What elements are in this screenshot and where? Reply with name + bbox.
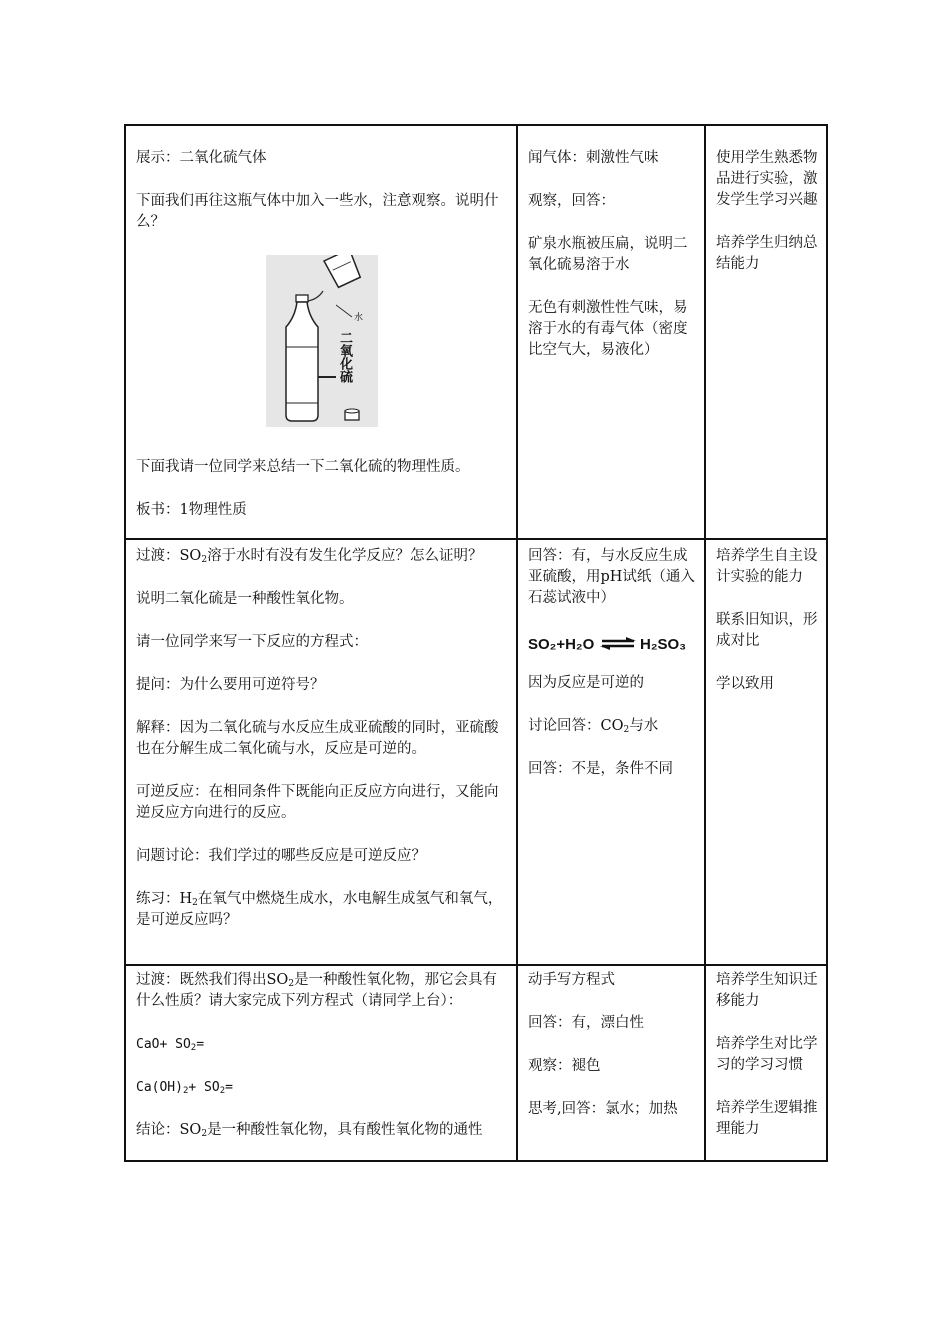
answer-text: 回答：有，与水反应生成亚硫酸，用pH试纸（通入石蕊试液中） bbox=[528, 548, 695, 606]
intent-text: 培养学生自主设计实验的能力 bbox=[716, 548, 818, 585]
intent-text: 联系旧知识，形成对比 bbox=[716, 612, 818, 649]
equation-right: H₂SO₃ bbox=[640, 636, 687, 653]
reason-text: 因为反应是可逆的 bbox=[528, 675, 644, 691]
write-equation-text: 请一位同学来写一下反应的方程式： bbox=[136, 634, 368, 650]
transition-text: 过渡：$SO_2$溶于水时有没有发生化学反应？怎么证明？ bbox=[136, 548, 483, 565]
table-row bbox=[125, 539, 827, 965]
intent-text: 培养学生逻辑推理能力 bbox=[716, 1100, 818, 1137]
equation-caoh2: $Ca(OH)_2+ SO_2=$ bbox=[136, 1080, 233, 1096]
design-intent-cell bbox=[705, 125, 827, 539]
equation-left: SO₂+H₂O bbox=[528, 636, 595, 653]
student-text: 思考,回答：氯水；加热 bbox=[528, 1101, 678, 1117]
not-same-text: 回答：不是，条件不同 bbox=[528, 761, 673, 777]
student-text: 观察：褪色 bbox=[528, 1058, 601, 1074]
definition-text: 可逆反应：在相同条件下既能向正反应方向进行，又能向逆反应方向进行的反应。 bbox=[136, 784, 499, 821]
teacher-activity-cell bbox=[125, 965, 517, 1161]
student-activity-cell bbox=[517, 125, 705, 539]
reversible-arrow-icon bbox=[600, 637, 636, 650]
explanation-text: 解释：因为二氧化硫与水反应生成亚硫酸的同时，亚硫酸也在分解生成二氧化硫与水，反应是可逆的。 bbox=[136, 720, 499, 757]
teacher-activity-cell bbox=[125, 125, 517, 539]
exercise-text: 练习：$H_2$在氧气中燃烧生成水，水电解生成氢气和氧气，是可逆反应吗？ bbox=[136, 891, 503, 928]
add-water-text: 下面我们再往这瓶气体中加入一些水，注意观察。说明什么？ bbox=[136, 193, 499, 230]
discuss-answer-text: 讨论回答：$CO_2$与水 bbox=[528, 718, 659, 735]
table-row bbox=[125, 125, 827, 539]
figure-label-gas: 二氧化硫 bbox=[337, 331, 352, 383]
intent-text: 培养学生对比学习的学习习惯 bbox=[716, 1036, 818, 1073]
student-text: 闻气体：刺激性气味 bbox=[528, 150, 659, 166]
transition-text: 过渡：既然我们得出$SO_2$是一种酸性氧化物，那它会具有什么性质？请大家完成下列方程式（请同学上台）： bbox=[136, 972, 498, 1009]
student-text: 无色有刺激性性气味，易溶于水的有毒气体（密度比空气大，易液化） bbox=[528, 300, 688, 358]
student-activity-cell bbox=[517, 539, 705, 965]
design-intent-cell bbox=[705, 539, 827, 965]
conclusion-text: 结论：$SO_2$是一种酸性氧化物，具有酸性氧化物的通性 bbox=[136, 1122, 483, 1139]
intent-text: 使用学生熟悉物品进行实验，激发学生学习兴趣 bbox=[716, 150, 818, 208]
student-text: 动手写方程式 bbox=[528, 972, 615, 988]
intent-text: 学以致用 bbox=[716, 676, 774, 692]
student-text: 矿泉水瓶被压扁，说明二氧化硫易溶于水 bbox=[528, 236, 688, 273]
bottle-experiment-figure bbox=[266, 255, 378, 427]
student-activity-cell bbox=[517, 965, 705, 1161]
board-text: 板书：1物理性质 bbox=[136, 502, 247, 518]
reversible-equation bbox=[528, 631, 696, 657]
equation-cao: $CaO+ SO_2=$ bbox=[136, 1037, 205, 1053]
show-text: 展示：二氧化硫气体 bbox=[136, 150, 267, 166]
intent-text: 培养学生知识迁移能力 bbox=[716, 972, 818, 1009]
student-text: 观察，回答： bbox=[528, 193, 615, 209]
student-text: 回答：有，漂白性 bbox=[528, 1015, 644, 1031]
design-intent-cell bbox=[705, 965, 827, 1161]
question-text: 提问：为什么要用可逆符号？ bbox=[136, 677, 325, 693]
intent-text: 培养学生归纳总结能力 bbox=[716, 235, 818, 272]
teacher-activity-cell bbox=[125, 539, 517, 965]
lesson-plan-table bbox=[124, 124, 828, 1162]
summarize-text: 下面我请一位同学来总结一下二氧化硫的物理性质。 bbox=[136, 459, 470, 475]
figure-label-water: 水 bbox=[354, 313, 364, 323]
acidic-text: 说明二氧化硫是一种酸性氧化物。 bbox=[136, 591, 354, 607]
table-row bbox=[125, 965, 827, 1161]
discussion-text: 问题讨论：我们学过的哪些反应是可逆反应？ bbox=[136, 848, 426, 864]
